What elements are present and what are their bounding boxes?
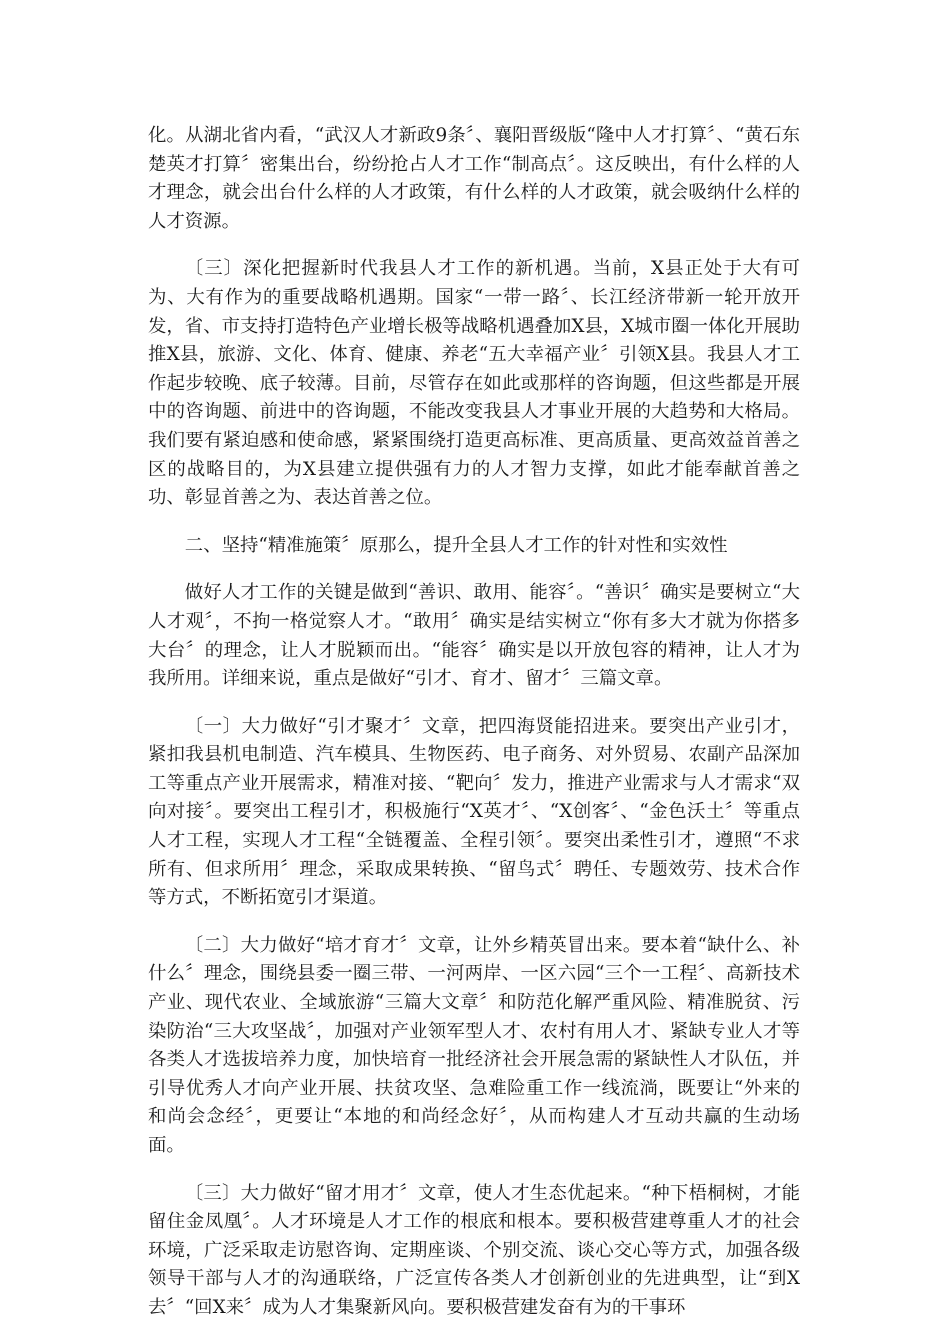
section-heading: 二、坚持“精准施策〞原那么，提升全县人才工作的针对性和实效性 [184,534,728,556]
paragraph-6: 〔三〕大力做好“留才用才〞文章，使人才生态优起来。“种下梧桐树，才能留住金凤凰〞。人才环境是人才工作的根底和根本。要积极营建尊重人才的社会环境，广泛采取走访慰咨询、定期座谈、个别交流、谈心交心等方式，加强各级领导干部与人才的沟通联络，广泛宣传各类人才创新创业的先进典型，让“到X去〞“回X来〞成为人才集聚新风向。要积极营建发奋有为的干事环 [148,1182,800,1318]
paragraph-5: 〔二〕大力做好“培才育才〞文章，让外乡精英冒出来。要本着“缺什么、补什么〞理念，围绕县委一圈三带、一河两岸、一区六园“三个一工程〞、高新技术产业、现代农业、全域旅游“三篇大文章〞和防范化解严重风险、精准脱贫、污染防治“三大攻坚战〞，加强对产业领军型人才、农村有用人才、紧缺专业人才等各类人才选拔培养力度，加快培育一批经济社会开展急需的紧缺性人才队伍，并引导优秀人才向产业开展、扶贫攻坚、急难险重工作一线流淌，既要让“外来的和尚会念经〞，更要让“本地的和尚经念好〞，从而构建人才互动共赢的生动场面。 [148,934,800,1156]
paragraph-3: 做好人才工作的关键是做到“善识、敢用、能容〞。“善识〞确实是要树立“大人才观〞，不拘一格觉察人才。“敢用〞确实是结实树立“你有多大才就为你搭多大台〞的理念，让人才脱颖而出。“能容〞确实是以开放包容的精神，让人才为我所用。详细来说，重点是做好“引才、育才、留才〞三篇文章。 [148,582,800,690]
paragraph-4: 〔一〕大力做好“引才聚才〞文章，把四海贤能招进来。要突出产业引才，紧扣我县机电制造、汽车模具、生物医药、电子商务、对外贸易、农副产品深加工等重点产业开展需求，精准对接、“靶向〞发力，推进产业需求与人才需求“双向对接〞。要突出工程引才，积极施行“X英才〞、“X创客〞、“金色沃土〞等重点人才工程，实现人才工程“全链覆盖、全程引领〞。要突出柔性引才，遵照“不求所有、但求所用〞理念，采取成果转换、“留鸟式〞聘任、专题效劳、技术合作等方式，不断拓宽引才渠道。 [148,715,800,909]
document-page [148,122,800,1342]
paragraph-1: 化。从湖北省内看，“武汉人才新政9条〞、襄阳晋级版“隆中人才打算〞、“黄石东楚英才打算〞密集出台，纷纷抢占人才工作“制高点〞。这反映出，有什么样的人才理念，就会出台什么样的人才政策，有什么样的人才政策，就会吸纳什么样的人才资源。 [148,125,800,232]
paragraph-2: 〔三〕深化把握新时代我县人才工作的新机遇。当前，X县正处于大有可为、大有作为的重要战略机遇期。国家“一带一路〞、长江经济带新一轮开放开发，省、市支持打造特色产业增长极等战略机遇叠加X县，X城市圈一体化开展助推X县，旅游、文化、体育、健康、养老“五大幸福产业〞引领X县。我县人才工作起步较晚、底子较薄。目前，尽管存在如此或那样的咨询题，但这些都是开展中的咨询题、前进中的咨询题，不能改变我县人才事业开展的大趋势和大格局。我们要有紧迫感和使命感，紧紧围绕打造更高标准、更高质量、更高效益首善之区的战略目的，为X县建立提供强有力的人才智力支撑，如此才能奉献首善之功、彰显首善之为、表达首善之位。 [148,258,800,509]
